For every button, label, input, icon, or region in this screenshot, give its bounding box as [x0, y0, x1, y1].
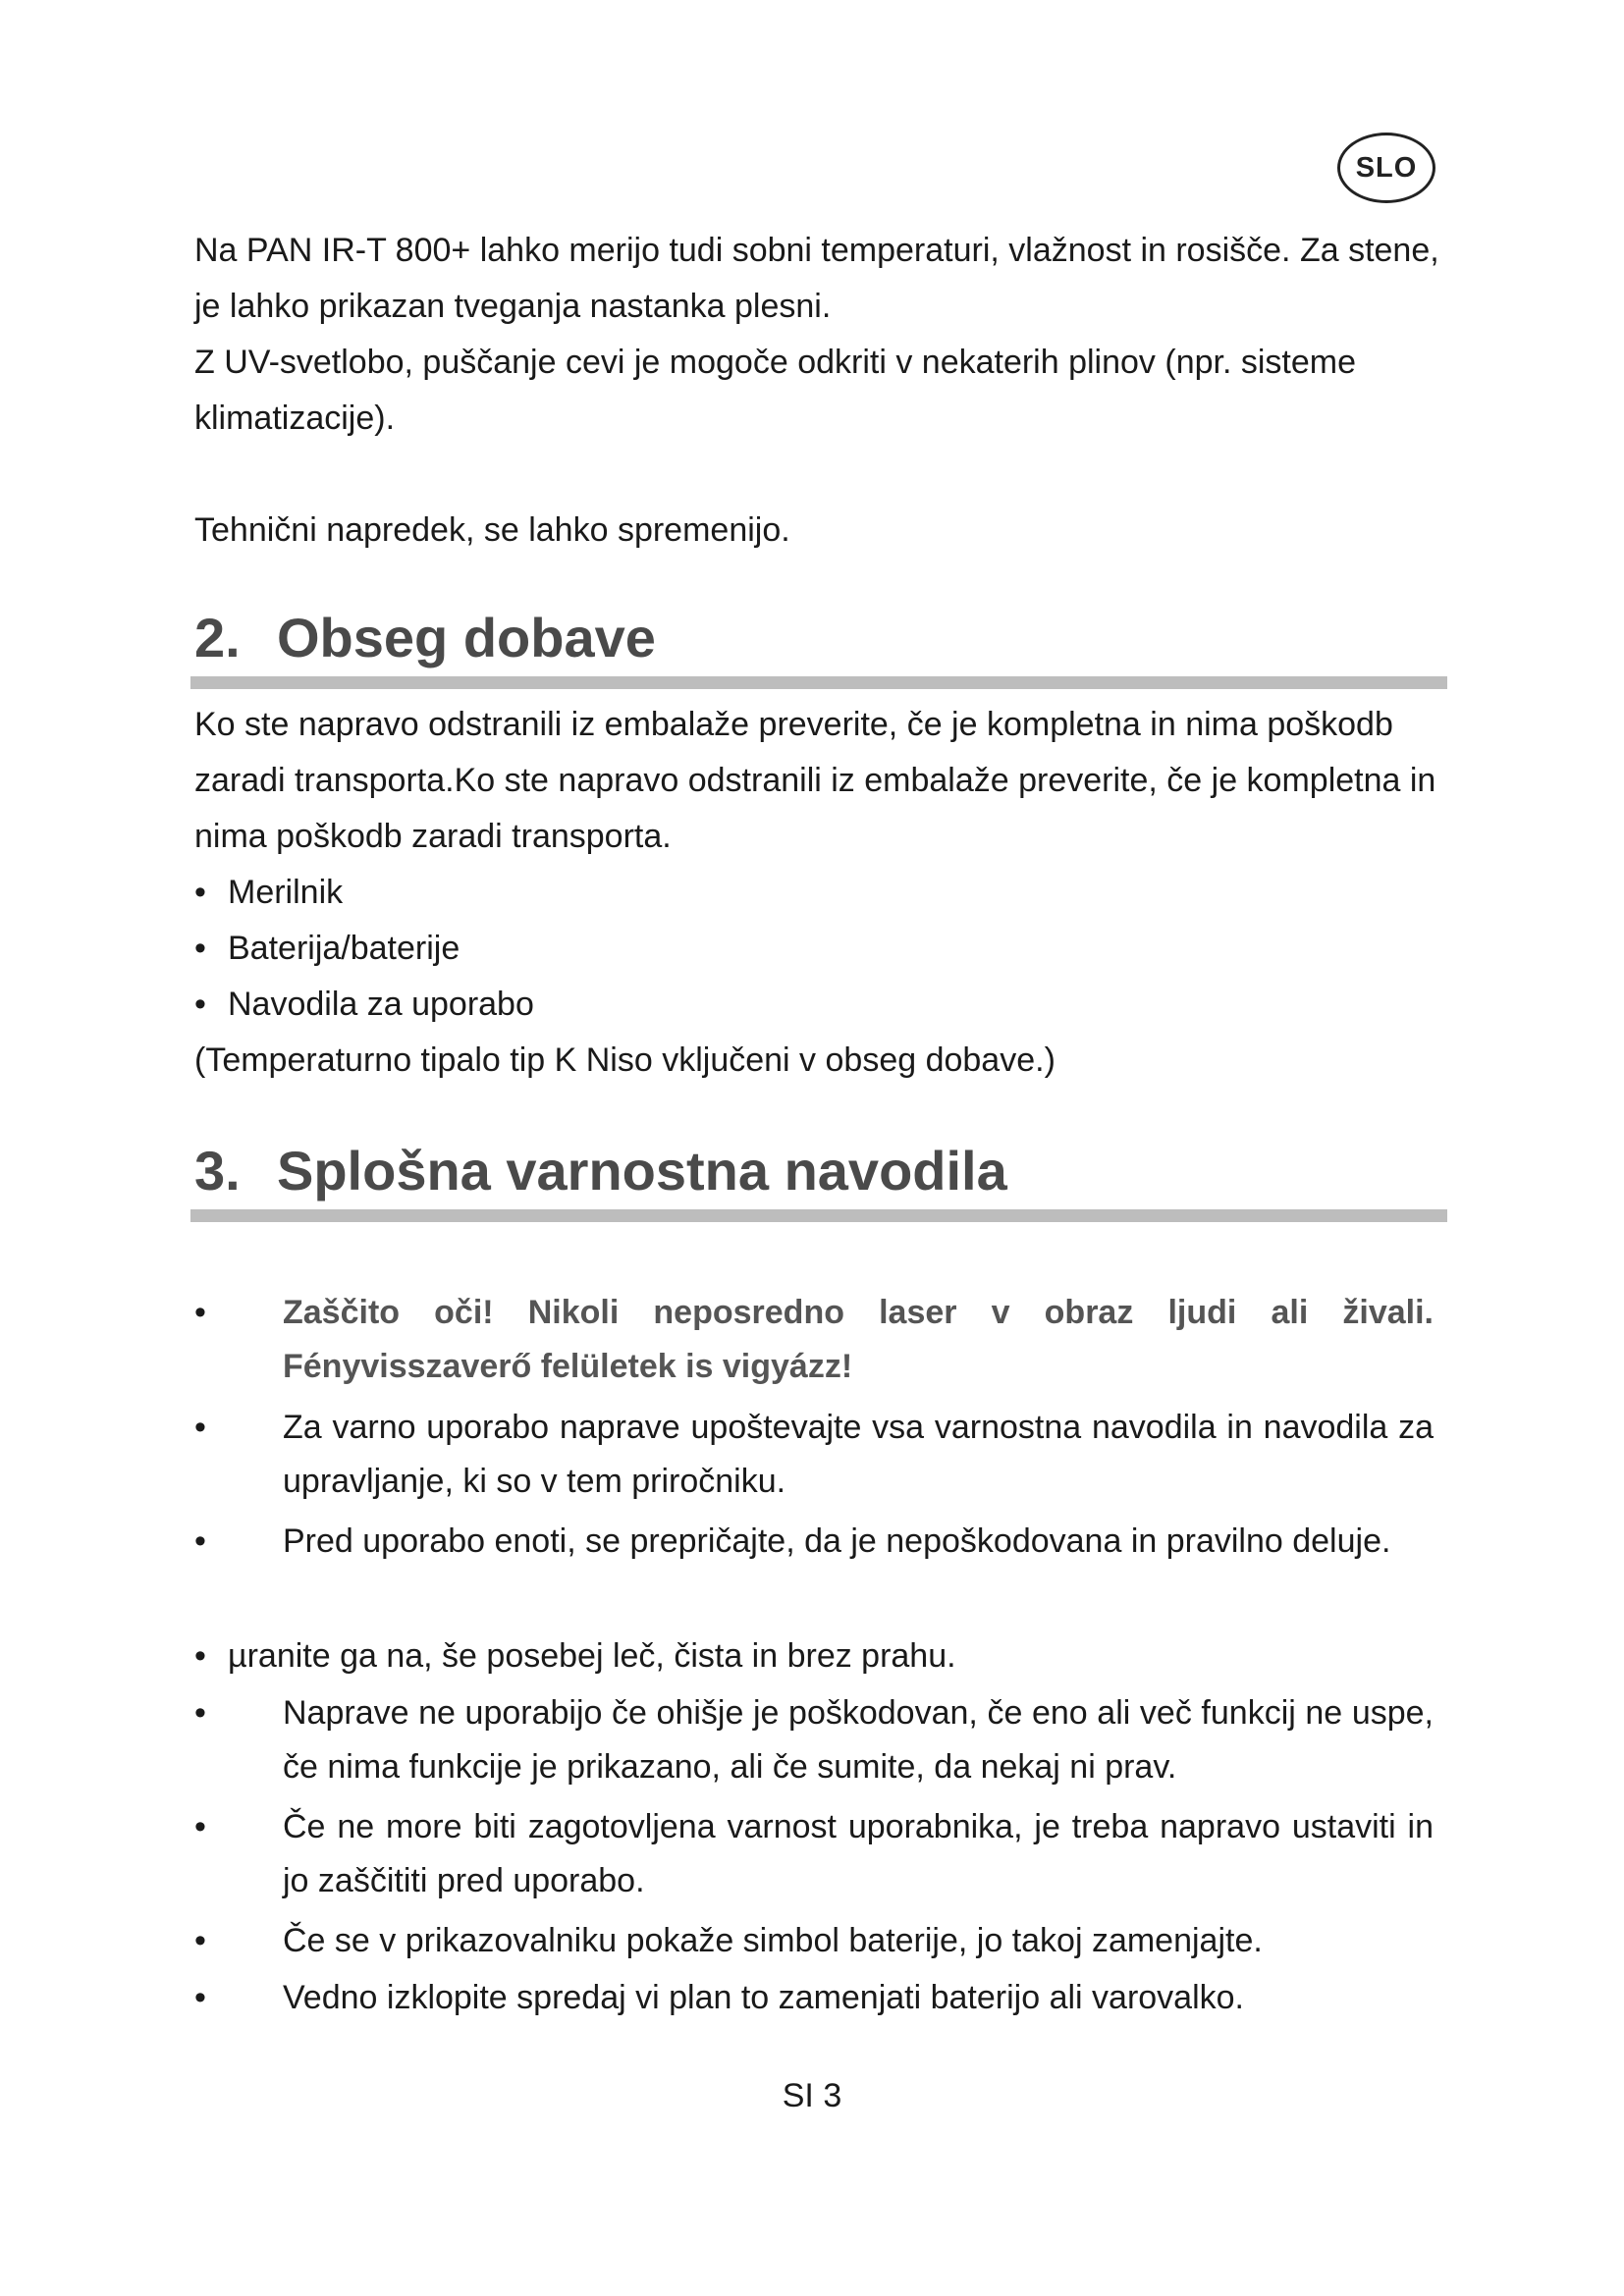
- section-3-heading: [194, 1137, 1007, 1205]
- list-item: • Navodila za uporabo: [194, 977, 534, 1033]
- bullet-icon: •: [194, 1694, 206, 1732]
- section-2-divider: [190, 676, 1447, 689]
- safety-item-text: µranite ga na, še posebej leč, čista in brez prahu.: [228, 1637, 956, 1675]
- bullet-icon: •: [194, 1979, 206, 2016]
- intro-paragraph-3: Tehnični napredek, se lahko spremenijo.: [194, 511, 790, 549]
- section-3-title: Splošna varnostna navodila: [277, 1140, 1007, 1201]
- safety-item-text: Če se v prikazovalniku pokaže simbol baterije, jo takoj zamenjajte.: [283, 1922, 1263, 1959]
- safety-item: [194, 1401, 1434, 1509]
- section-2-title: Obseg dobave: [277, 607, 656, 668]
- intro-paragraph-2: Z UV-svetlobo, puščanje cevi je mogoče odkriti v nekaterih plinov (npr. sisteme klimatizacije).: [194, 344, 1356, 437]
- safety-item-text: Naprave ne uporabijo če ohišje je poškodovan, če eno ali več funkcij ne uspe, če nima funkcije je prikazano, ali če sumite, da nekaj ni prav.: [283, 1694, 1434, 1786]
- page-number: SI 3: [782, 2077, 842, 2114]
- safety-item-text: Če ne more biti zagotovljena varnost uporabnika, je treba napravo ustaviti in jo zaščititi pred uporabo.: [283, 1808, 1434, 1899]
- section-2-heading: [194, 604, 656, 672]
- section-2-note: (Temperaturno tipalo tip K Niso vključeni v obseg dobave.): [194, 1041, 1056, 1079]
- bullet-icon: •: [194, 1637, 206, 1675]
- bullet-icon: •: [194, 930, 206, 967]
- section-2-number: 2.: [194, 607, 241, 668]
- safety-item-text: Pred uporabo enoti, se prepričajte, da je nepoškodovana in pravilno deluje.: [283, 1522, 1391, 1560]
- safety-item: [194, 1686, 1434, 1794]
- section-2-text: Ko ste napravo odstranili iz embalaže preverite, če je kompletna in nima poškodb zaradi transporta.Ko ste napravo odstranili iz embalaže preverite, če je kompletna in nima poškodb zaradi transporta.: [194, 706, 1436, 855]
- safety-item: [194, 1515, 1434, 1569]
- bullet-icon: •: [194, 986, 206, 1023]
- safety-item: [194, 1971, 1434, 2025]
- bullet-icon: •: [194, 1922, 206, 1959]
- safety-item-text: Vedno izklopite spredaj vi plan to zamenjati baterijo ali varovalko.: [283, 1979, 1244, 2016]
- section-3-number: 3.: [194, 1140, 241, 1201]
- safety-warning-item: [194, 1286, 1434, 1394]
- list-item: • Merilnik: [194, 865, 343, 921]
- bullet-icon: •: [194, 874, 206, 911]
- safety-item: [194, 1800, 1434, 1908]
- bullet-icon: •: [194, 1808, 206, 1845]
- safety-item-text: Za varno uporabo naprave upoštevajte vsa varnostna navodila in navodila za upravljanje, ki so v tem priročniku.: [283, 1409, 1434, 1500]
- bullet-icon: •: [194, 1409, 206, 1446]
- safety-item: [194, 1914, 1434, 1968]
- bullet-icon: •: [194, 1294, 206, 1331]
- list-item: • Baterija/baterije: [194, 921, 460, 977]
- safety-item: [194, 1629, 1434, 1683]
- intro-paragraph-1: Na PAN IR-T 800+ lahko merijo tudi sobni temperaturi, vlažnost in rosišče. Za stene, je lahko prikazan tveganja nastanka plesni.: [194, 232, 1439, 325]
- language-badge: SLO: [1337, 133, 1435, 203]
- safety-item-text: Zaščito oči! Nikoli neposredno laser v obraz ljudi ali živali. Fényvisszaverő felületek is vigyázz!: [283, 1294, 1434, 1385]
- bullet-icon: •: [194, 1522, 206, 1560]
- section-3-divider: [190, 1209, 1447, 1222]
